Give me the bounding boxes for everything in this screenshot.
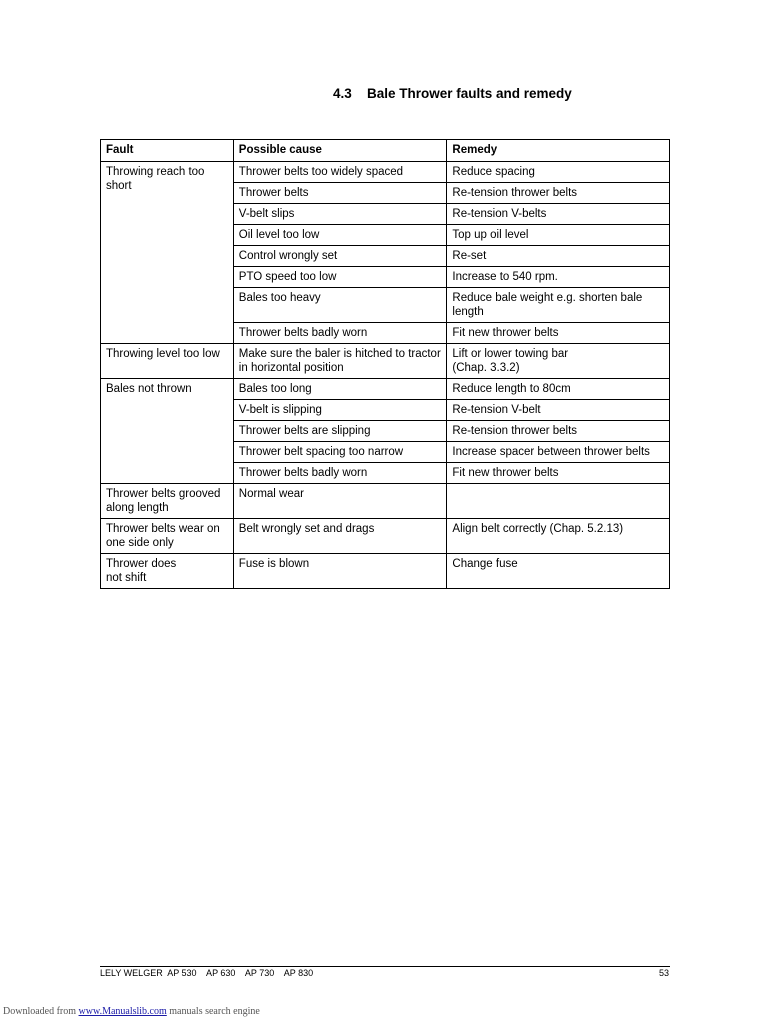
table-row (101, 484, 670, 519)
fault-cell: Thrower belts wear on one side only (101, 519, 234, 554)
fault-cell: Bales not thrown (101, 379, 234, 484)
cause-cell: Fuse is blown (233, 554, 447, 589)
remedy-cell: Fit new thrower belts (447, 463, 670, 484)
remedy-cell: Re-tension thrower belts (447, 421, 670, 442)
remedy-cell: Increase to 540 rpm. (447, 267, 670, 288)
cause-cell: Control wrongly set (233, 246, 447, 267)
table-row (101, 519, 670, 554)
table-row (101, 554, 670, 589)
cause-cell: Thrower belt spacing too narrow (233, 442, 447, 463)
table-row (101, 344, 670, 379)
table-body (101, 162, 670, 589)
fault-cell: Throwing level too low (101, 344, 234, 379)
cause-cell: Belt wrongly set and drags (233, 519, 447, 554)
footer-rule (100, 966, 670, 967)
remedy-cell: Top up oil level (447, 225, 670, 246)
section-title: Bale Thrower faults and remedy (367, 86, 572, 101)
cause-cell: PTO speed too low (233, 267, 447, 288)
manualslib-link[interactable]: www.Manualslib.com (78, 1006, 167, 1017)
header-remedy: Remedy (447, 140, 670, 162)
remedy-cell: Increase spacer between thrower belts (447, 442, 670, 463)
remedy-cell: Reduce bale weight e.g. shorten bale length (447, 288, 670, 323)
remedy-cell: Re-tension V-belts (447, 204, 670, 225)
cause-cell: Oil level too low (233, 225, 447, 246)
remedy-cell: Reduce length to 80cm (447, 379, 670, 400)
cause-cell: Thrower belts (233, 183, 447, 204)
faults-table (100, 139, 670, 589)
fault-cell: Thrower does not shift (101, 554, 234, 589)
download-suffix: manuals search engine (166, 1006, 260, 1017)
fault-cell: Throwing reach too short (101, 162, 234, 344)
fault-cell: Thrower belts grooved along length (101, 484, 234, 519)
cause-cell: V-belt slips (233, 204, 447, 225)
table-row (101, 379, 670, 400)
cause-cell: Thrower belts too widely spaced (233, 162, 447, 183)
cause-cell: Thrower belts are slipping (233, 421, 447, 442)
remedy-cell: Re-tension thrower belts (447, 183, 670, 204)
remedy-cell: Change fuse (447, 554, 670, 589)
remedy-cell: Re-set (447, 246, 670, 267)
cause-cell: Bales too heavy (233, 288, 447, 323)
table-row (101, 162, 670, 183)
header-possible-cause: Possible cause (233, 140, 447, 162)
table-header-row (101, 140, 670, 162)
remedy-cell: Align belt correctly (Chap. 5.2.13) (447, 519, 670, 554)
page-number: 53 (658, 968, 669, 978)
download-prefix: Downloaded from (3, 1006, 79, 1017)
remedy-cell: Fit new thrower belts (447, 323, 670, 344)
section-heading (333, 86, 572, 101)
cause-cell: V-belt is slipping (233, 400, 447, 421)
cause-cell: Bales too long (233, 379, 447, 400)
footer-models: LELY WELGER AP 530 AP 630 AP 730 AP 830 (100, 968, 314, 978)
cause-cell: Make sure the baler is hitched to tractor in horizontal position (233, 344, 447, 379)
cause-cell: Thrower belts badly worn (233, 463, 447, 484)
section-number: 4.3 (333, 86, 352, 101)
remedy-cell: Re-tension V-belt (447, 400, 670, 421)
remedy-cell: Lift or lower towing bar (Chap. 3.3.2) (447, 344, 670, 379)
remedy-cell (447, 484, 670, 519)
remedy-cell: Reduce spacing (447, 162, 670, 183)
header-fault: Fault (101, 140, 234, 162)
cause-cell: Normal wear (233, 484, 447, 519)
cause-cell: Thrower belts badly worn (233, 323, 447, 344)
download-note (3, 1006, 260, 1017)
